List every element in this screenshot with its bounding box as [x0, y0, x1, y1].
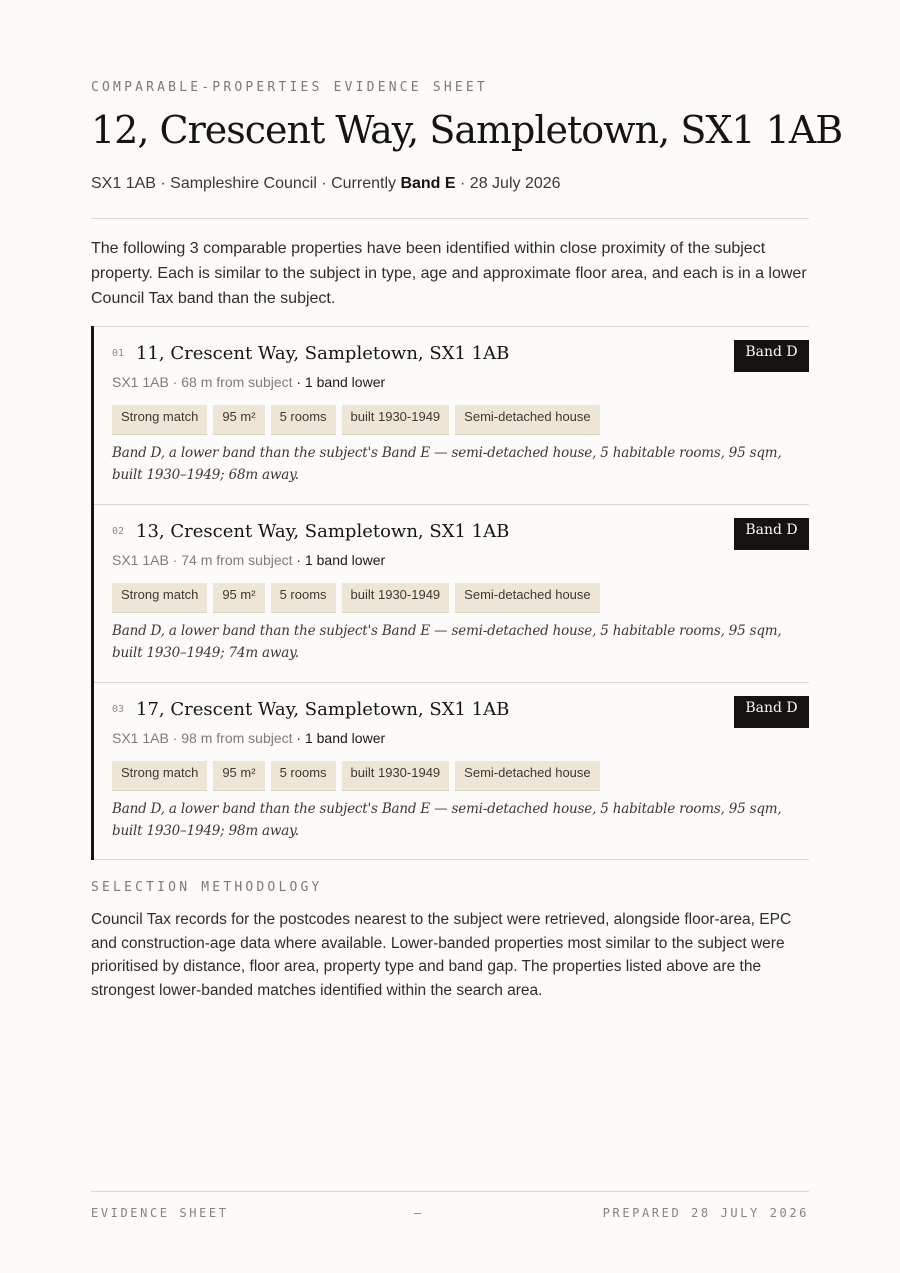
comparable-address: 13, Crescent Way, Sampletown, SX1 1AB	[136, 521, 510, 542]
comparable-number: 03	[112, 704, 125, 715]
comparable-distance: SX1 1AB · 74 m from subject	[112, 552, 293, 568]
methodology-heading: SELECTION METHODOLOGY	[91, 880, 323, 895]
subject-summary-date: · 28 July 2026	[455, 175, 561, 192]
chip-rooms: 5 rooms	[271, 583, 336, 613]
chip-rooms: 5 rooms	[271, 761, 336, 791]
band-badge: Band D	[734, 696, 809, 728]
comparable-card	[94, 682, 809, 860]
attribute-chips	[112, 405, 600, 435]
comparable-meta	[112, 552, 385, 568]
band-difference: · 1 band lower	[292, 374, 386, 390]
comparable-number: 01	[112, 348, 125, 359]
chip-built: built 1930-1949	[342, 405, 450, 435]
chip-rooms: 5 rooms	[271, 405, 336, 435]
band-badge: Band D	[734, 340, 809, 372]
footer-date: PREPARED 28 JULY 2026	[602, 1206, 809, 1220]
chip-match: Strong match	[112, 583, 207, 613]
attribute-chips	[112, 583, 600, 613]
footer-separator: —	[414, 1206, 424, 1220]
subject-summary	[91, 175, 561, 193]
comparable-meta	[112, 374, 385, 390]
current-band: Band E	[400, 175, 456, 192]
band-difference: · 1 band lower	[292, 730, 386, 746]
intro-paragraph: The following 3 comparable properties have been identified within close proximity of the subject property. Each is similar to the subject in type, age and approximate floor area, and each is in a lower Council Tax band than the subject.	[91, 240, 807, 307]
subject-summary-prefix: SX1 1AB · Sampleshire Council · Currently	[91, 175, 401, 192]
methodology-text: Council Tax records for the postcodes nearest to the subject were retrieved, alongside floor-area, EPC and construction-age data where available. Lower-banded properties most similar to the subject were prioritised by distance, floor area, property type and band gap. The properties listed above are the strongest lower-banded matches identified within the search area.	[91, 911, 792, 999]
comparable-distance: SX1 1AB · 68 m from subject	[112, 374, 293, 390]
comparable-address: 11, Crescent Way, Sampletown, SX1 1AB	[136, 343, 510, 364]
page-title: 12, Crescent Way, Sampletown, SX1 1AB	[91, 108, 843, 152]
footer-divider	[91, 1191, 809, 1192]
comparable-distance: SX1 1AB · 98 m from subject	[112, 730, 293, 746]
footer-left: EVIDENCE SHEET	[91, 1206, 229, 1220]
comparables-list	[91, 326, 809, 860]
comparable-card	[94, 504, 809, 682]
band-badge: Band D	[734, 518, 809, 550]
chip-type: Semi-detached house	[455, 583, 599, 613]
chip-area: 95 m²	[213, 405, 264, 435]
chip-match: Strong match	[112, 761, 207, 791]
comparable-note: Band D, a lower band than the subject's Band E — semi-detached house, 5 habitable rooms, 95 sqm, built 1930–1949; 98m away.	[112, 801, 782, 839]
band-difference: · 1 band lower	[292, 552, 386, 568]
chip-built: built 1930-1949	[342, 761, 450, 791]
comparable-meta	[112, 730, 385, 746]
eyebrow-label: COMPARABLE-PROPERTIES EVIDENCE SHEET	[91, 80, 488, 95]
chip-type: Semi-detached house	[455, 405, 599, 435]
comparable-note: Band D, a lower band than the subject's Band E — semi-detached house, 5 habitable rooms, 95 sqm, built 1930–1949; 74m away.	[112, 623, 782, 661]
comparable-number: 02	[112, 526, 125, 537]
chip-area: 95 m²	[213, 761, 264, 791]
chip-match: Strong match	[112, 405, 207, 435]
header-divider	[91, 218, 809, 219]
chip-built: built 1930-1949	[342, 583, 450, 613]
comparable-address: 17, Crescent Way, Sampletown, SX1 1AB	[136, 699, 510, 720]
chip-area: 95 m²	[213, 583, 264, 613]
comparable-note: Band D, a lower band than the subject's Band E — semi-detached house, 5 habitable rooms, 95 sqm, built 1930–1949; 68m away.	[112, 445, 782, 483]
chip-type: Semi-detached house	[455, 761, 599, 791]
comparable-card	[94, 326, 809, 504]
attribute-chips	[112, 761, 600, 791]
